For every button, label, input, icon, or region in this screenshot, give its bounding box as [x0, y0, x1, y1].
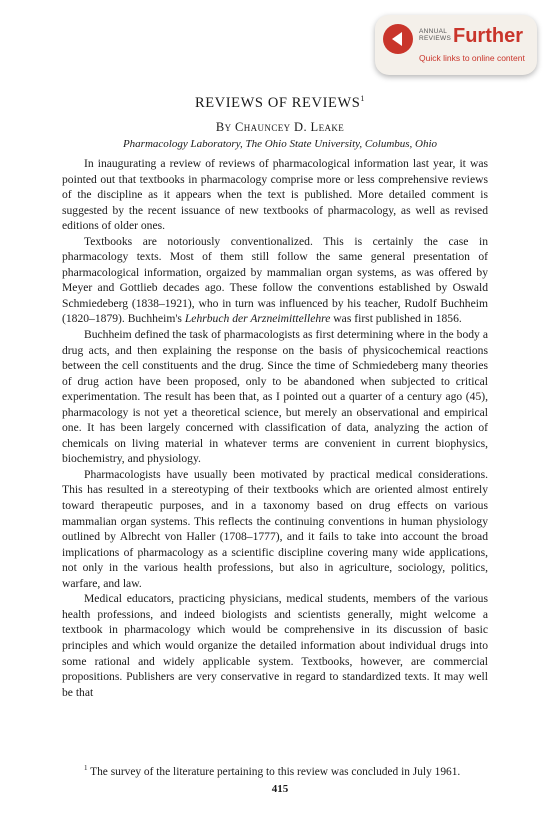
- paragraph: Buchheim defined the task of pharmacologists as first determining where in the body a drug acts, and then explaining the response on the basis of physicochemical reactions between the cell constituents and the drug. Since the time of Schmiedeberg many theories of drug action have been proposed, only to be abandoned when subjected to critical experimentation. The result has been that, as I pointed out a quarter of a century ago (45), pharmacology is not yet a theoretical science, but merely an observational and empirical one. It has been largely concerned with classification of data, analyzing the action of chemicals on living material in whatever terms are convenient in current biophysics, biochemistry, and physiology.: [62, 328, 488, 466]
- article-title: [0, 94, 560, 112]
- badge-publisher: [419, 28, 451, 42]
- badge-publisher-line1: ANNUAL: [419, 28, 448, 35]
- footnote-marker: 1: [84, 764, 88, 772]
- article-body: [62, 156, 488, 700]
- footnote-text: The survey of the literature pertaining to this review was concluded in July 1961.: [90, 765, 461, 778]
- paragraph: Pharmacologists have usually been motivated by practical medical considerations. This has resulted in a stereotyping of their textbooks which are oriented almost entirely toward therapeutic purposes, and in a taxonomy based on drug effects on various mammalian organ systems. This reflects the continuing conventions in human physiology outlined by Albrecht von Haller (1708–1777), and it fails to take into account the broad implications of pharmacology as a scientific discipline covering many wide applications, not only in the various health professions, but also in agriculture, sociology, politics, warfare, and law.: [62, 467, 488, 590]
- badge-subtitle: Quick links to online content: [419, 53, 525, 63]
- article-title-text: REVIEWS OF REVIEWS: [194, 94, 361, 111]
- further-badge[interactable]: [375, 15, 537, 75]
- author-line: By Chauncey D. Leake: [215, 120, 345, 134]
- paragraph: Textbooks are notoriously conventionalized. This is certainly the case in pharmacology texts. Most of them still follow the same general presentation of pharmacological information, orgaized by mammalian organ systems, as was offered by Meyer and Gottlieb decades ago. These follow the conventions established by Oswald Schmiedeberg (1838–1921), who in turn was influenced by his teacher, Rudolf Buchheim (1820–1879). Buchheim's Lehrbuch der Arzneimittellehre was first published in 1856.: [62, 234, 488, 326]
- page-number: 415: [271, 783, 289, 795]
- title-footnote-marker: 1: [360, 94, 366, 103]
- paragraph: Medical educators, practicing physicians, medical students, members of the various health professions, and indeed biologists and scientists generally, might welcome a textbook in pharmacology which would be comprehensive in its discussion of basic principles and which would organize the detailed information about individual drugs into some rational and widely applicable system. Textbooks, however, are commercial propositions. Publishers are very conservative in regard to standardized texts. It may well be that: [62, 592, 488, 699]
- badge-publisher-line2: REVIEWS: [419, 35, 452, 42]
- affiliation: Pharmacology Laboratory, The Ohio State University, Columbus, Ohio: [122, 138, 438, 150]
- badge-further-label: Further: [453, 25, 523, 47]
- paragraph: In inaugurating a review of reviews of pharmacological information last year, it was pointed out that textbooks in pharmacology comprise more or less comprehensive reviews of the discipline as it appears when the text is published. More detailed comment is suggested by the recent issuance of new textbooks of pharmacology, as well as revised editions of older ones.: [62, 157, 488, 233]
- footnote: [62, 764, 488, 778]
- back-arrow-icon: [383, 24, 413, 54]
